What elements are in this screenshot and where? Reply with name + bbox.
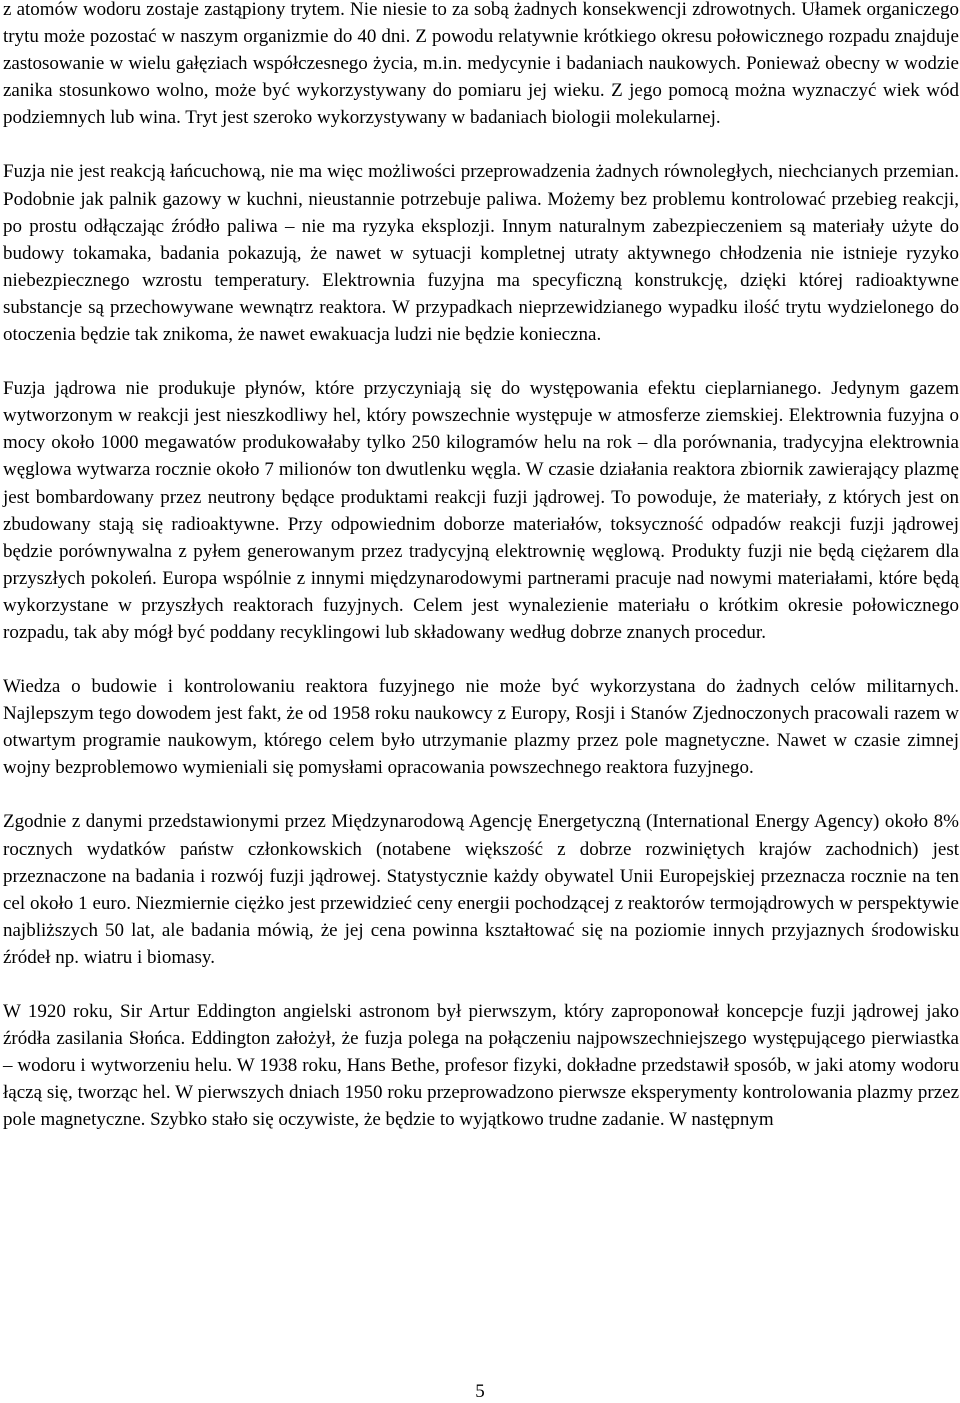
paragraph-military: Wiedza o budowie i kontrolowaniu reaktora fuzyjnego nie może być wykorzystana do żadnych celów militarnych. Najlepszym tego dowodem jest fakt, że od 1958 roku naukowcy z Europy, Rosji i Stanów Zjednoczonych pracowali razem w otwartym programie naukowym, którego celem było utrzymanie plazmy przez pole magnetyczne. Nawet w czasie zimnej wojny bezproblemowo wymieniali się pomysłami opracowania powszechnego reaktora fuzyjnego. <box>3 676 959 779</box>
paragraph-environment: Fuzja jądrowa nie produkuje płynów, które przyczyniają się do występowania efektu cieplarnianego. Jedynym gazem wytworzonym w reakcji jest nieszkodliwy hel, który powszechnie występuje w atmosferze ziemskiej. Elektrownia fuzyjna o mocy około 1000 megawatów produkowałaby tylko 250 kilogramów helu na rok – dla porównania, tradycyjna elektrownia węglowa wytwarza rocznie około 7 milionów ton dwutlenku węgla. W czasie działania reaktora zbiornik zawierający plazmę jest bombardowany przez neutrony będące produktami reakcji fuzji jądrowej. To powoduje, że materiały, z których jest on zbudowany stają się radioaktywne. Przy odpowiednim doborze materiałów, toksyczność odpadów reakcji fuzji jądrowej będzie porównywalna z pyłem generowanym przez tradycyjną elektrownię węglową. Produkty fuzji nie będą ciężarem dla przyszłych pokoleń. Europa wspólnie z innymi międzynarodowymi partnerami pracuje nad nowymi materiałami, które będą wykorzystane w przyszłych reaktorach fuzyjnych. Celem jest wynalezienie materiału o krótkim okresie połowicznego rozpadu, tak aby mógł być poddany recyklingowi lub składowany według dobrze znanych procedur. <box>3 378 959 643</box>
paragraph-tritium: z atomów wodoru zostaje zastąpiony trytem. Nie niesie to za sobą żadnych konsekwencji zdrowotnych. Ułamek organiczego trytu może pozostać w naszym organizmie do 40 dni. Z powodu relatywnie krótkiego okresu połowicznego rozpadu znajduje zastosowanie w wielu gałęziach współczesnego życia, m.in. medycynie i badaniach naukowych. Ponieważ obecny w wodzie zanika stosunkowo wolno, może być wykorzystywany do pomiaru jej wieku. Z jego pomocą można wyznaczyć wiek wód podziemnych lub wina. Tryt jest szeroko wykorzystywany w badaniach biologii molekularnej. <box>3 0 959 129</box>
paragraph-safety: Fuzja nie jest reakcją łańcuchową, nie ma więc możliwości przeprowadzenia żadnych równoległych, niechcianych przemian. Podobnie jak palnik gazowy w kuchni, nieustannie potrzebuje paliwa. Możemy bez problemu kontrolować przebieg reakcji, po prostu odłączając źródło paliwa – nie ma ryzyka eksplozji. Innym naturalnym zabezpieczeniem są materiały użyte do budowy tokamaka, badania pokazują, że nawet w sytuacji kompletnej utraty aktywnego chłodzenia nie istnieje ryzyko niebezpiecznego wzrostu temperatury. Elektrownia fuzyjna ma specyficzną konstrukcję, dzięki której radioaktywne substancje są przechowywane wewnątrz reaktora. W przypadkach nieprzewidzianego wypadku ilość trytu wydzielonego do otoczenia będzie tak znikoma, że nawet ewakuacja ludzi nie będzie konieczna. <box>3 161 959 346</box>
paragraph-costs: Zgodnie z danymi przedstawionymi przez Międzynarodową Agencję Energetyczną (International Energy Agency) około 8% rocznych wydatków państw członkowskich (notabene większość z dobrze rozwiniętych krajów zachodnich) jest przeznaczone na badania i rozwój fuzji jądrowej. Statystycznie każdy obywatel Unii Europejskiej przeznacza rocznie na ten cel około 1 euro. Niezmiernie ciężko jest przewidzieć ceny energii pochodzącej z reaktorów termojądrowych w perspektywie najbliższych 50 lat, ale badania mówią, że jej cena powinna kształtować się na poziomie innych przyjaznych środowisku źródeł np. wiatru i biomasy. <box>3 811 959 968</box>
paragraph-history: W 1920 roku, Sir Artur Eddington angielski astronom był pierwszym, który zaproponował koncepcje fuzji jądrowej jako źródła zasilania Słońca. Eddington założył, że fuzja polega na połączeniu najpowszechniejszego występującego pierwiastka – wodoru i wytworzeniu helu. W 1938 roku, Hans Bethe, profesor fizyki, dokładne przedstawił sposób, w jaki atomy wodoru łączą się, tworząc hel. W pierwszych dniach 1950 roku przeprowadzono pierwsze eksperymenty kontrolowania plazmy przez pole magnetyczne. Szybko stało się oczywiste, że będzie to wyjątkowo trudne zadanie. W następnym <box>3 1001 959 1131</box>
page-number: 5 <box>475 1381 485 1402</box>
document-body <box>3 0 959 1160</box>
